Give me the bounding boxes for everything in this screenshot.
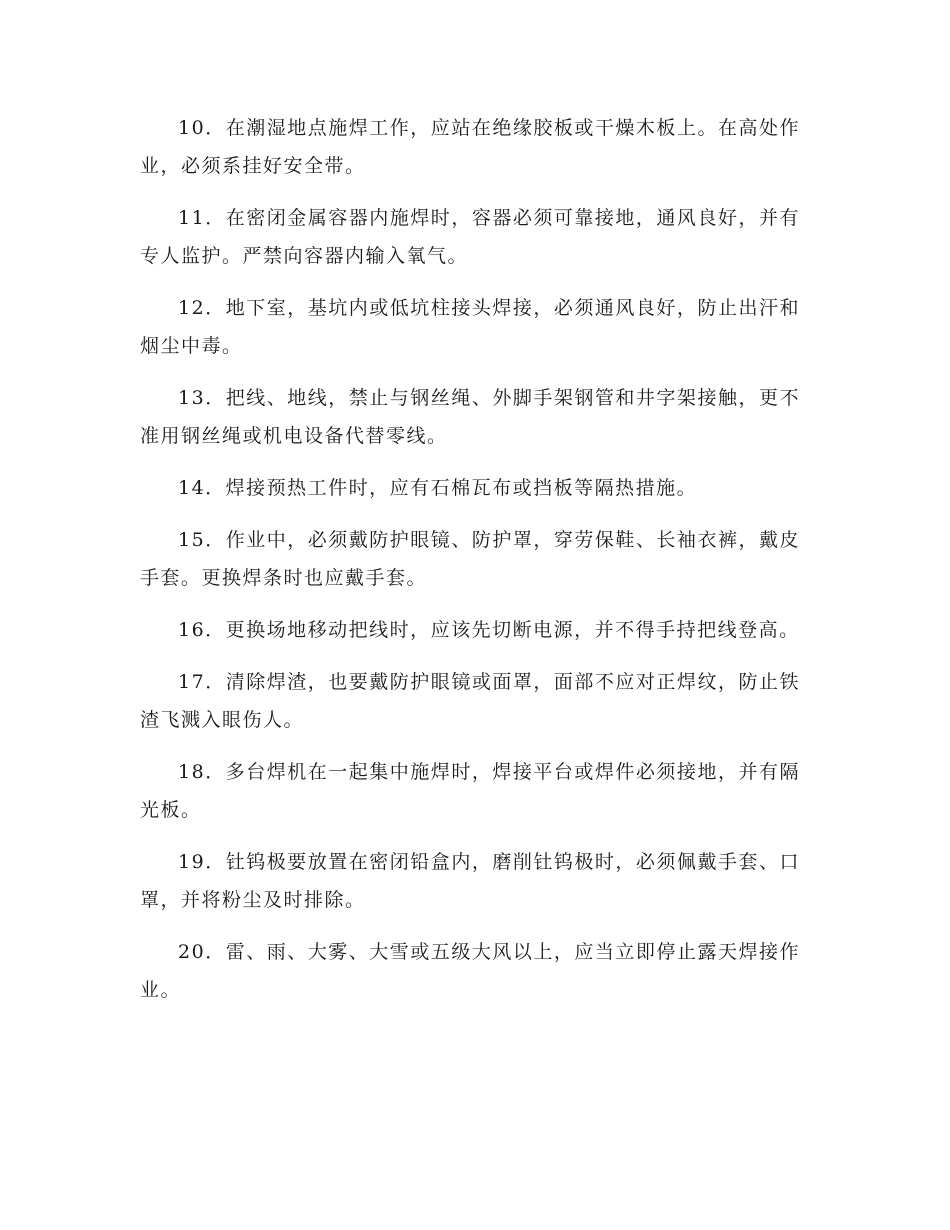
paragraph-item-14: 14．焊接预热工件时，应有石棉瓦布或挡板等隔热措施。 bbox=[178, 477, 698, 499]
paragraph-item-12: 12．地下室，基坑内或低坑柱接头焊接，必须通风良好，防止出汗和烟尘中毒。 bbox=[140, 297, 800, 357]
paragraph-item-11: 11．在密闭金属容器内施焊时，容器必须可靠接地，通风良好，并有专人监护。严禁向容器内输入氧气。 bbox=[140, 207, 800, 267]
paragraph-item-13: 13．把线、地线，禁止与钢丝绳、外脚手架钢管和井字架接触，更不准用钢丝绳或机电设备代替零线。 bbox=[140, 387, 800, 447]
paragraph-item-17: 17．清除焊渣，也要戴防护眼镜或面罩，面部不应对正焊纹，防止铁渣飞溅入眼伤人。 bbox=[140, 671, 800, 731]
paragraph-item-15: 15．作业中，必须戴防护眼镜、防护罩，穿劳保鞋、长袖衣裤，戴皮手套。更换焊条时也应戴手套。 bbox=[140, 529, 800, 589]
paragraph-item-16: 16．更换场地移动把线时，应该先切断电源，并不得手持把线登高。 bbox=[178, 619, 800, 641]
paragraph-item-10: 10．在潮湿地点施焊工作，应站在绝缘胶板或干燥木板上。在高处作业，必须系挂好安全带。 bbox=[140, 117, 800, 177]
paragraph-item-20: 20．雷、雨、大雾、大雪或五级大风以上，应当立即停止露天焊接作业。 bbox=[140, 941, 800, 1001]
paragraph-item-19: 19．钍钨极要放置在密闭铅盒内，磨削钍钨极时，必须佩戴手套、口罩，并将粉尘及时排除。 bbox=[140, 851, 800, 911]
paragraph-item-18: 18．多台焊机在一起集中施焊时，焊接平台或焊件必须接地，并有隔光板。 bbox=[140, 761, 800, 821]
document-body bbox=[140, 109, 800, 1023]
